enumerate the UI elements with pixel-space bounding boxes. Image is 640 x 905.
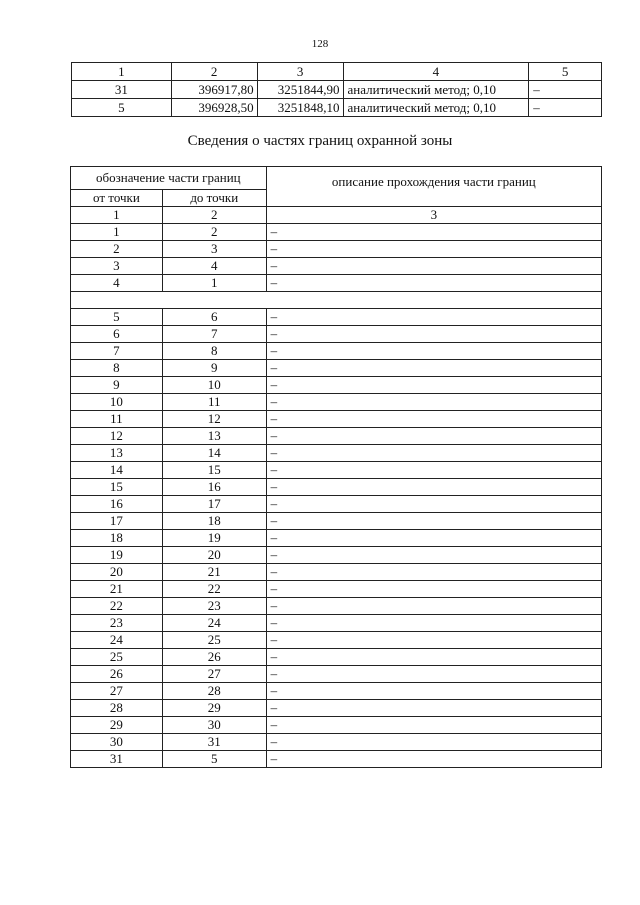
to-point: 11 bbox=[162, 394, 266, 411]
from-point: 24 bbox=[71, 632, 163, 649]
from-point: 19 bbox=[71, 547, 163, 564]
to-point: 28 bbox=[162, 683, 266, 700]
to-point: 23 bbox=[162, 598, 266, 615]
part-description: – bbox=[266, 547, 601, 564]
table-row bbox=[71, 666, 602, 683]
part-description: – bbox=[266, 377, 601, 394]
part-description: – bbox=[266, 360, 601, 377]
from-point: 23 bbox=[71, 615, 163, 632]
to-point: 15 bbox=[162, 462, 266, 479]
part-description: – bbox=[266, 258, 601, 275]
part-description: – bbox=[266, 394, 601, 411]
from-point: 16 bbox=[71, 496, 163, 513]
from-point: 7 bbox=[71, 343, 163, 360]
part-description: – bbox=[266, 462, 601, 479]
table-row bbox=[71, 326, 602, 343]
from-point: 2 bbox=[71, 241, 163, 258]
part-description: – bbox=[266, 649, 601, 666]
to-point: 5 bbox=[162, 751, 266, 768]
part-description: – bbox=[266, 632, 601, 649]
to-point: 7 bbox=[162, 326, 266, 343]
to-point: 30 bbox=[162, 717, 266, 734]
section-title: Сведения о частях границ охранной зоны bbox=[187, 133, 453, 149]
to-point: 19 bbox=[162, 530, 266, 547]
table-row bbox=[71, 309, 602, 326]
table-row bbox=[72, 81, 602, 99]
from-point: 29 bbox=[71, 717, 163, 734]
from-point: 8 bbox=[71, 360, 163, 377]
table-row bbox=[71, 275, 602, 292]
table-row bbox=[71, 700, 602, 717]
table-row bbox=[71, 717, 602, 734]
part-description: – bbox=[266, 581, 601, 598]
column-number: 1 bbox=[71, 207, 163, 224]
table-row bbox=[72, 99, 602, 117]
from-point: 21 bbox=[71, 581, 163, 598]
part-description: – bbox=[266, 683, 601, 700]
column-number: 3 bbox=[266, 207, 601, 224]
part-description: – bbox=[266, 530, 601, 547]
to-point: 21 bbox=[162, 564, 266, 581]
to-point: 13 bbox=[162, 428, 266, 445]
header-description: описание прохождения части границ bbox=[266, 167, 601, 207]
part-description: – bbox=[266, 496, 601, 513]
from-point: 30 bbox=[71, 734, 163, 751]
part-description: – bbox=[266, 598, 601, 615]
to-point: 10 bbox=[162, 377, 266, 394]
table-row bbox=[71, 581, 602, 598]
header-cell: 1 bbox=[72, 63, 172, 81]
from-point: 17 bbox=[71, 513, 163, 530]
to-point: 22 bbox=[162, 581, 266, 598]
from-point: 14 bbox=[71, 462, 163, 479]
to-point: 9 bbox=[162, 360, 266, 377]
column-number: 2 bbox=[162, 207, 266, 224]
table-row bbox=[71, 649, 602, 666]
table-row bbox=[71, 462, 602, 479]
part-description: – bbox=[266, 445, 601, 462]
table-row bbox=[71, 411, 602, 428]
part-description: – bbox=[266, 564, 601, 581]
to-point: 12 bbox=[162, 411, 266, 428]
from-point: 26 bbox=[71, 666, 163, 683]
from-point: 6 bbox=[71, 326, 163, 343]
to-point: 6 bbox=[162, 309, 266, 326]
table-row bbox=[71, 241, 602, 258]
table-row bbox=[71, 615, 602, 632]
table-row bbox=[71, 564, 602, 581]
description: – bbox=[529, 99, 602, 117]
to-point: 8 bbox=[162, 343, 266, 360]
coordinate-y: 3251844,90 bbox=[257, 81, 343, 99]
from-point: 1 bbox=[71, 224, 163, 241]
part-description: – bbox=[266, 666, 601, 683]
table-row bbox=[71, 547, 602, 564]
table-row bbox=[71, 751, 602, 768]
to-point: 24 bbox=[162, 615, 266, 632]
to-point: 27 bbox=[162, 666, 266, 683]
page-number: 128 bbox=[311, 38, 329, 50]
to-point: 3 bbox=[162, 241, 266, 258]
coordinates-header-row bbox=[72, 63, 602, 81]
part-description: – bbox=[266, 734, 601, 751]
coordinate-x: 396928,50 bbox=[171, 99, 257, 117]
to-point: 14 bbox=[162, 445, 266, 462]
to-point: 26 bbox=[162, 649, 266, 666]
part-description: – bbox=[266, 428, 601, 445]
to-point: 25 bbox=[162, 632, 266, 649]
part-description: – bbox=[266, 411, 601, 428]
to-point: 18 bbox=[162, 513, 266, 530]
header-group: обозначение части границ bbox=[71, 167, 267, 190]
part-description: – bbox=[266, 309, 601, 326]
description: – bbox=[529, 81, 602, 99]
to-point: 20 bbox=[162, 547, 266, 564]
method-accuracy: аналитический метод; 0,10 bbox=[343, 81, 529, 99]
from-point: 13 bbox=[71, 445, 163, 462]
from-point: 18 bbox=[71, 530, 163, 547]
from-point: 3 bbox=[71, 258, 163, 275]
boundary-parts-table bbox=[70, 166, 602, 768]
coordinate-x: 396917,80 bbox=[171, 81, 257, 99]
part-description: – bbox=[266, 700, 601, 717]
table-row bbox=[71, 445, 602, 462]
group-separator-row bbox=[71, 292, 602, 309]
table-row bbox=[71, 496, 602, 513]
to-point: 4 bbox=[162, 258, 266, 275]
from-point: 4 bbox=[71, 275, 163, 292]
number-row bbox=[71, 207, 602, 224]
part-description: – bbox=[266, 326, 601, 343]
part-description: – bbox=[266, 224, 601, 241]
part-description: – bbox=[266, 241, 601, 258]
part-description: – bbox=[266, 615, 601, 632]
header-cell: 5 bbox=[529, 63, 602, 81]
table-row bbox=[71, 598, 602, 615]
from-point: 31 bbox=[71, 751, 163, 768]
table-row bbox=[71, 513, 602, 530]
to-point: 17 bbox=[162, 496, 266, 513]
from-point: 27 bbox=[71, 683, 163, 700]
header-cell: 2 bbox=[171, 63, 257, 81]
to-point: 2 bbox=[162, 224, 266, 241]
group-separator bbox=[71, 292, 602, 309]
part-description: – bbox=[266, 751, 601, 768]
from-point: 22 bbox=[71, 598, 163, 615]
point-number: 31 bbox=[72, 81, 172, 99]
table-row bbox=[71, 224, 602, 241]
to-point: 31 bbox=[162, 734, 266, 751]
table-row bbox=[71, 683, 602, 700]
table-row bbox=[71, 360, 602, 377]
from-point: 10 bbox=[71, 394, 163, 411]
part-description: – bbox=[266, 717, 601, 734]
header-row bbox=[71, 167, 602, 190]
from-point: 12 bbox=[71, 428, 163, 445]
from-point: 15 bbox=[71, 479, 163, 496]
to-point: 1 bbox=[162, 275, 266, 292]
table-row bbox=[71, 428, 602, 445]
header-cell: 4 bbox=[343, 63, 529, 81]
to-point: 16 bbox=[162, 479, 266, 496]
header-from-point: от точки bbox=[71, 190, 163, 207]
header-to-point: до точки bbox=[162, 190, 266, 207]
from-point: 25 bbox=[71, 649, 163, 666]
from-point: 20 bbox=[71, 564, 163, 581]
table-row bbox=[71, 377, 602, 394]
table-row bbox=[71, 394, 602, 411]
method-accuracy: аналитический метод; 0,10 bbox=[343, 99, 529, 117]
to-point: 29 bbox=[162, 700, 266, 717]
part-description: – bbox=[266, 275, 601, 292]
coordinates-table bbox=[71, 62, 602, 117]
point-number: 5 bbox=[72, 99, 172, 117]
coordinate-y: 3251848,10 bbox=[257, 99, 343, 117]
part-description: – bbox=[266, 343, 601, 360]
from-point: 9 bbox=[71, 377, 163, 394]
table-row bbox=[71, 258, 602, 275]
from-point: 11 bbox=[71, 411, 163, 428]
table-row bbox=[71, 479, 602, 496]
table-row bbox=[71, 734, 602, 751]
table-row bbox=[71, 632, 602, 649]
part-description: – bbox=[266, 513, 601, 530]
from-point: 28 bbox=[71, 700, 163, 717]
from-point: 5 bbox=[71, 309, 163, 326]
table-row bbox=[71, 530, 602, 547]
part-description: – bbox=[266, 479, 601, 496]
header-cell: 3 bbox=[257, 63, 343, 81]
table-row bbox=[71, 343, 602, 360]
